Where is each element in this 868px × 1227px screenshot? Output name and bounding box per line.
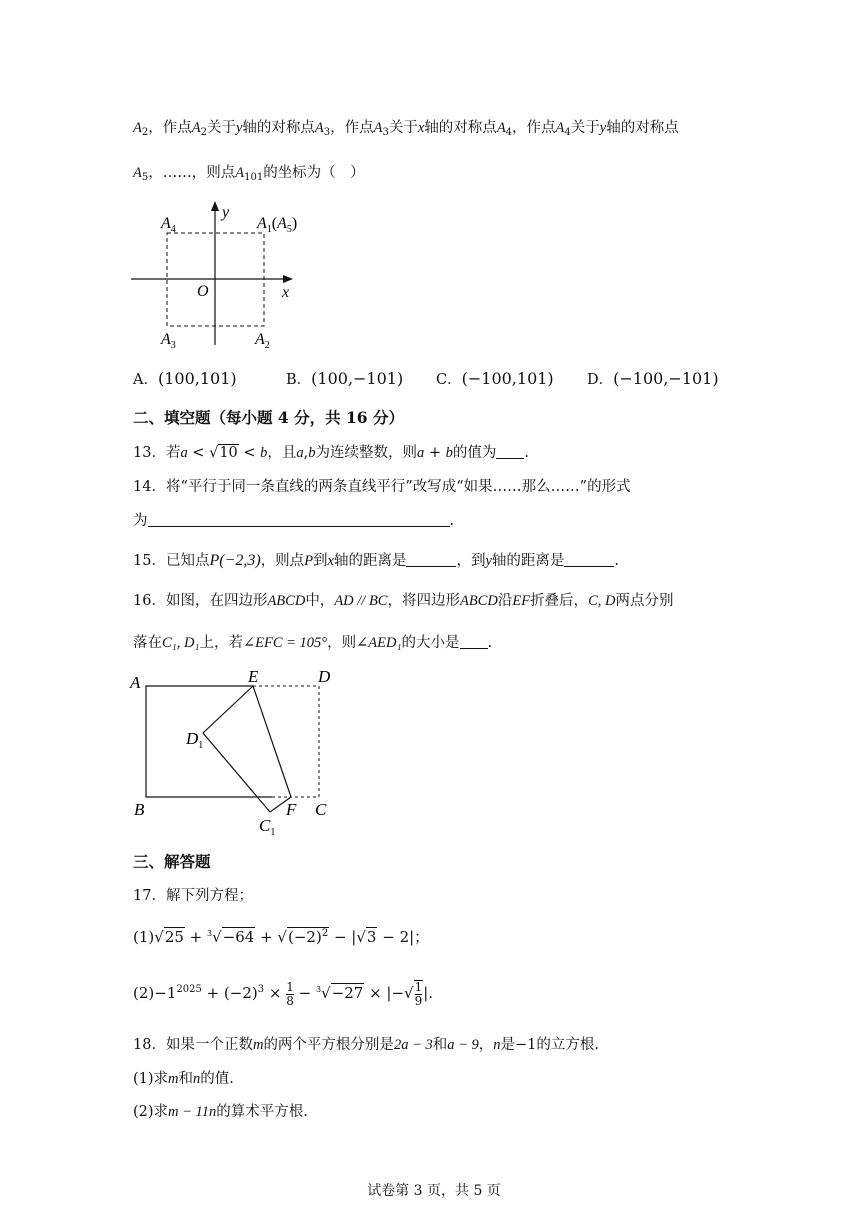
label-y: y xyxy=(222,204,230,221)
q17-part1: $(1)√25 + ^3√-64 + √(-2)^2 - |√3 - 2|$； xyxy=(133,928,430,946)
section3-title: 三、解答题 xyxy=(133,852,211,871)
q18-part2: (2)求m − 11n的算术平方根. xyxy=(133,1104,308,1120)
option-a[interactable]: A．(100,101) xyxy=(133,369,237,388)
q18-part1: (1)求m和n的值. xyxy=(133,1071,234,1087)
q15-blank-y[interactable] xyxy=(564,552,614,567)
label-x: x xyxy=(282,284,290,301)
label-a3: $A_3$ xyxy=(161,331,176,351)
q14-answer-blank[interactable] xyxy=(148,512,450,527)
label-A: A xyxy=(130,673,141,692)
edge-a-e xyxy=(146,686,272,797)
x-axis-arrow xyxy=(283,275,293,283)
q15-blank-x[interactable] xyxy=(406,552,456,567)
label-C1: $C_1$ xyxy=(259,816,276,838)
q15: 15．已知点P(−2,3)，则点P到x轴的距离是 ，到y轴的距离是 . xyxy=(133,552,620,569)
label-C: C xyxy=(315,800,327,819)
section2-title: 二、填空题（每小题 4 分，共 16 分） xyxy=(133,408,404,427)
label-D1: $D_1$ xyxy=(186,729,204,751)
option-c[interactable]: C．(−100,101) xyxy=(436,369,554,388)
option-d[interactable]: D．(−100,−101) xyxy=(587,369,719,388)
label-o: O xyxy=(197,283,209,300)
label-D: D xyxy=(318,667,331,686)
label-F: F xyxy=(286,800,297,819)
q18-line1: 18．如果一个正数m的两个平方根分别是2a − 3和a − 9，n是−1的立方根. xyxy=(133,1037,600,1053)
q13-answer-blank[interactable] xyxy=(496,444,524,459)
figure-coordinate-square xyxy=(125,195,310,355)
q14-line2: 为 . xyxy=(133,513,455,529)
folded-part xyxy=(203,686,291,812)
q16-line2: 落在C₁, D₁上，若∠EFC = 105°，则∠AED₁的大小是 . xyxy=(133,635,493,651)
q13: 13．若a < √10 < b，且a,b为连续整数，则a + b的值为 . xyxy=(133,445,529,461)
q17-title: 17．解下列方程； xyxy=(133,888,253,904)
q12-line1: $A_2$，作点$A_2$关于y轴的对称点$A_3$，作点$A_3$关于x轴的对称点$A_4$，作点$A_4$关于y轴的对称点 xyxy=(133,120,679,138)
q16-answer-blank[interactable] xyxy=(460,634,488,649)
label-a1a5: $A_1(A_5)$ xyxy=(257,215,298,235)
q12-line2: $A_5$，……，则点$A_{101}$的坐标为（ ） xyxy=(133,165,365,183)
label-B: B xyxy=(134,800,145,819)
page-footer: 试卷第 3 页，共 5 页 xyxy=(367,1183,501,1199)
q14-line1: 14．将“平行于同一条直线的两条直线平行”改写成“如果……那么……”的形式 xyxy=(133,479,631,495)
option-b[interactable]: B．(100,−101) xyxy=(286,369,404,388)
y-axis-arrow xyxy=(211,201,219,211)
q16-line1: 16．如图，在四边形ABCD中，AD // BC，将四边形ABCD沿EF折叠后，C, D两点分别 xyxy=(133,593,674,609)
label-a2: $A_2$ xyxy=(255,331,270,351)
label-a4: $A_4$ xyxy=(161,215,176,235)
q17-part2: $(2)-1^{2025} + (-2)^3$ × $\frac{1}{8}$ − $^3$√−27 × |−√ $\frac{1}{9}$ |. xyxy=(133,979,434,1008)
figure-folded-quadrilateral xyxy=(128,664,348,844)
label-E: E xyxy=(248,667,259,686)
dashed-original xyxy=(253,686,319,797)
